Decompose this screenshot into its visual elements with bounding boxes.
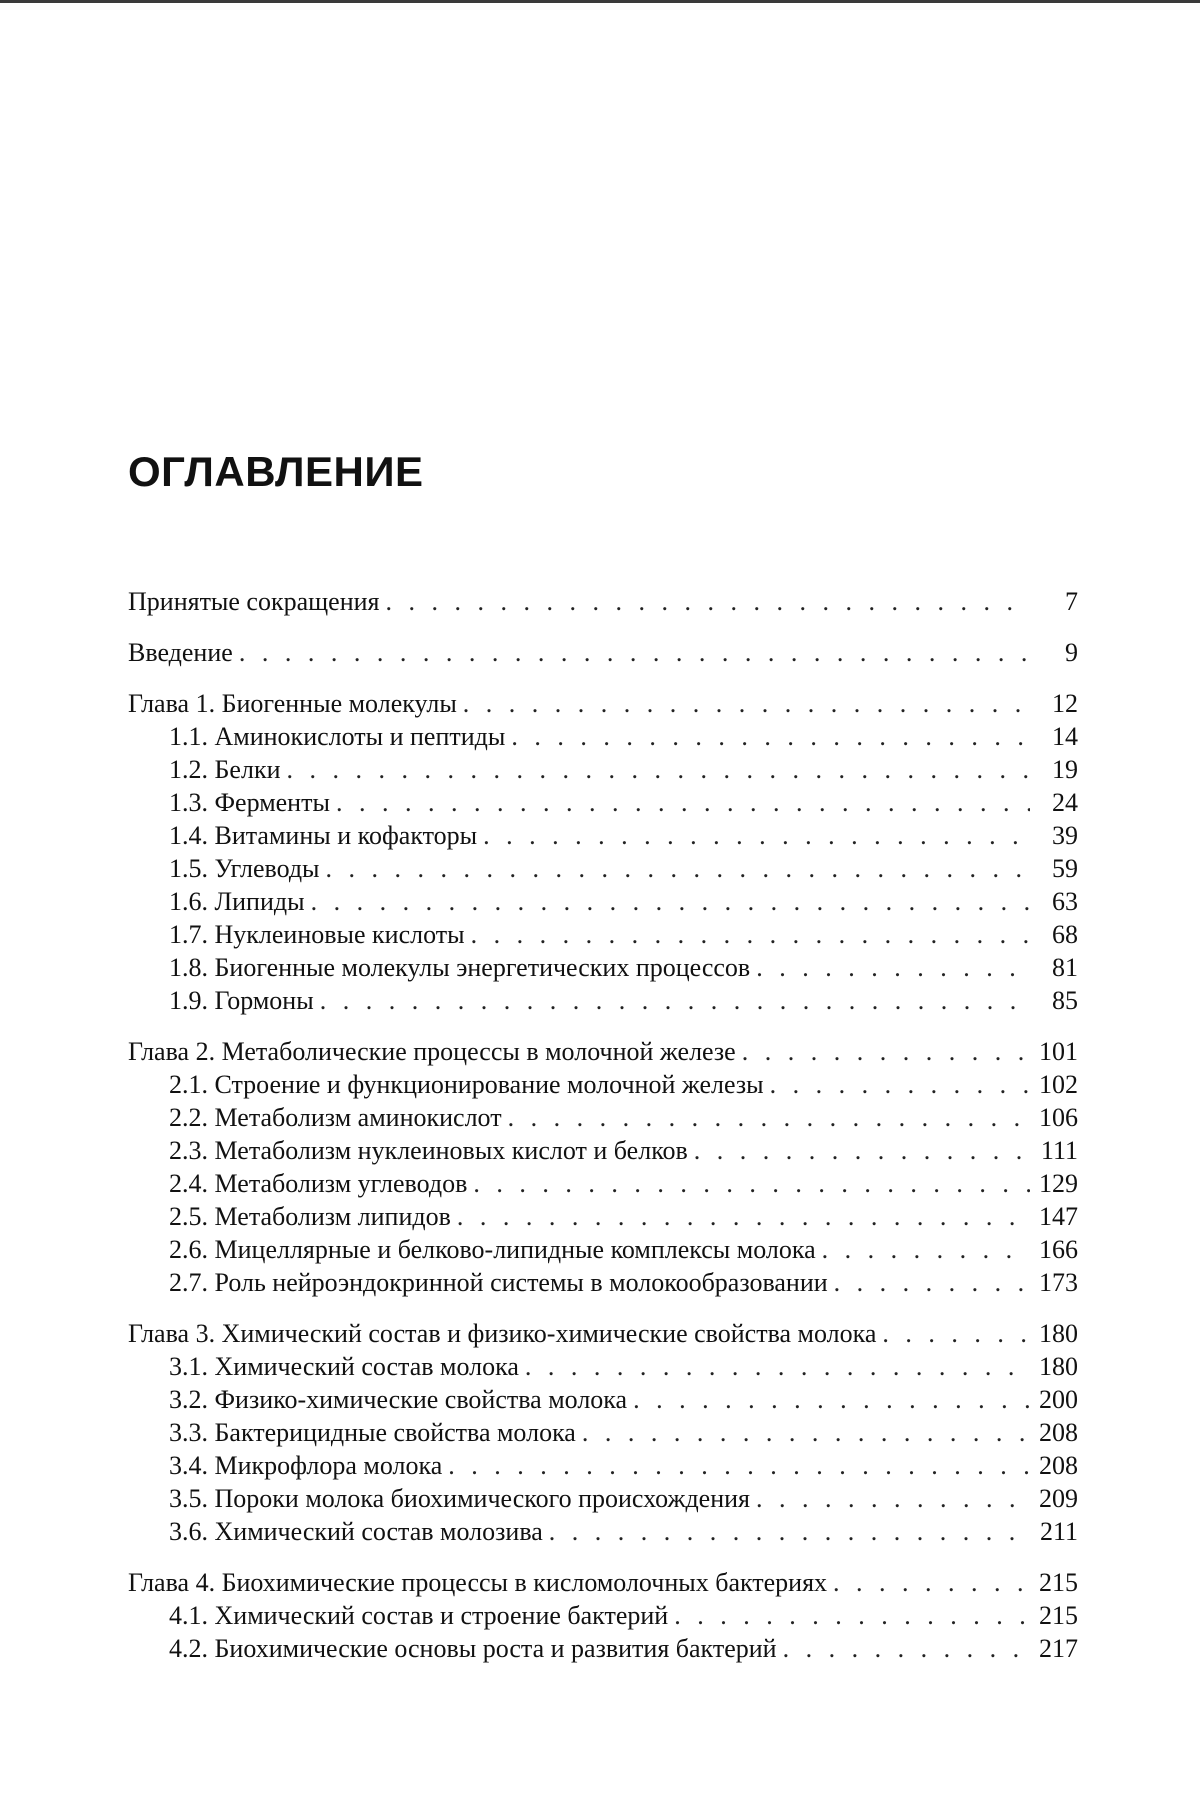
toc-chapter-entry[interactable] [128,585,1078,618]
toc-entry-label: Введение [128,638,233,667]
toc-section-entry[interactable] [128,918,1078,951]
toc-entry-page-number: 111 [1040,1136,1078,1165]
toc-entry-page-number: 63 [1052,887,1078,916]
toc-entry-page-number: 7 [1065,587,1078,616]
toc-section-entry[interactable] [128,819,1078,852]
dot-leader [549,1515,1030,1548]
toc-entry-label: 1.2. Белки [169,755,281,784]
dot-leader [311,885,1030,918]
toc-entry-page-number: 68 [1052,920,1078,949]
toc-entry-label: Глава 1. Биогенные молекулы [128,689,457,718]
toc-entry-page-number: 173 [1039,1268,1078,1297]
dot-leader [448,1449,1030,1482]
toc-entry-label: 1.4. Витамины и кофакторы [169,821,478,850]
toc-section-entry[interactable] [128,1449,1078,1482]
toc-section-entry[interactable] [128,1200,1078,1233]
toc-section-entry[interactable] [128,786,1078,819]
toc-section-entry[interactable] [128,1515,1078,1548]
table-of-contents [128,585,1078,1683]
toc-group [128,1566,1078,1665]
toc-entry-page-number: 147 [1039,1202,1078,1231]
toc-entry-page-number: 215 [1039,1601,1078,1630]
toc-entry-page-number: 39 [1052,821,1078,850]
toc-section-entry[interactable] [128,1482,1078,1515]
dot-leader [511,720,1030,753]
toc-entry-label: 2.4. Метаболизм углеводов [169,1169,468,1198]
toc-entry-page-number: 208 [1039,1418,1078,1447]
dot-leader [833,1566,1030,1599]
toc-section-entry[interactable] [128,1134,1078,1167]
toc-section-entry[interactable] [128,1632,1078,1665]
dot-leader [674,1599,1030,1632]
dot-leader [822,1233,1030,1266]
dot-leader [463,687,1030,720]
toc-chapter-entry[interactable] [128,636,1078,669]
toc-entry-page-number: 24 [1052,788,1078,817]
toc-entry-label: 2.5. Метаболизм липидов [169,1202,451,1231]
toc-entry-label: 3.6. Химический состав молозива [169,1517,543,1546]
toc-entry-page-number: 211 [1039,1517,1078,1546]
toc-chapter-entry[interactable] [128,1566,1078,1599]
toc-section-entry[interactable] [128,885,1078,918]
toc-entry-page-number: 59 [1052,854,1078,883]
toc-entry-page-number: 101 [1039,1037,1078,1066]
toc-entry-label: 1.3. Ферменты [169,788,330,817]
dot-leader [582,1416,1030,1449]
dot-leader [770,1068,1030,1101]
page-title: ОГЛАВЛЕНИЕ [128,448,424,495]
toc-group [128,636,1078,669]
toc-chapter-entry[interactable] [128,1035,1078,1068]
dot-leader [508,1101,1030,1134]
toc-entry-label: 1.9. Гормоны [169,986,314,1015]
toc-entry-label: 3.3. Бактерицидные свойства молока [169,1418,576,1447]
dot-leader [694,1134,1030,1167]
dot-leader [525,1350,1030,1383]
dot-leader [882,1317,1030,1350]
dot-leader [834,1266,1030,1299]
dot-leader [633,1383,1030,1416]
toc-entry-page-number: 166 [1039,1235,1078,1264]
dot-leader [783,1632,1030,1665]
toc-chapter-entry[interactable] [128,687,1078,720]
toc-group [128,1317,1078,1548]
toc-entry-label: 2.1. Строение и функционирование молочной железы [169,1070,764,1099]
toc-section-entry[interactable] [128,984,1078,1017]
dot-leader [336,786,1030,819]
toc-section-entry[interactable] [128,1599,1078,1632]
toc-entry-page-number: 180 [1039,1352,1078,1381]
dot-leader [756,951,1030,984]
toc-entry-label: 2.6. Мицеллярные и белково-липидные комплексы молока [169,1235,816,1264]
toc-entry-page-number: 208 [1039,1451,1078,1480]
toc-section-entry[interactable] [128,1233,1078,1266]
toc-entry-label: 3.1. Химический состав молока [169,1352,519,1381]
dot-leader [471,918,1030,951]
toc-entry-label: 3.4. Микрофлора молока [169,1451,443,1480]
toc-entry-page-number: 129 [1039,1169,1078,1198]
toc-section-entry[interactable] [128,1101,1078,1134]
toc-group [128,1035,1078,1299]
toc-entry-label: Глава 4. Биохимические процессы в кисломолочных бактериях [128,1568,828,1597]
dot-leader [457,1200,1030,1233]
toc-entry-page-number: 180 [1039,1319,1078,1348]
toc-entry-page-number: 209 [1039,1484,1078,1513]
toc-entry-page-number: 19 [1052,755,1078,784]
toc-section-entry[interactable] [128,1416,1078,1449]
toc-entry-label: Глава 2. Метаболические процессы в молочной железе [128,1037,736,1066]
toc-entry-label: Принятые сокращения [128,587,380,616]
toc-section-entry[interactable] [128,1266,1078,1299]
toc-section-entry[interactable] [128,753,1078,786]
toc-entry-page-number: 200 [1039,1385,1078,1414]
dot-leader [287,753,1031,786]
toc-section-entry[interactable] [128,1167,1078,1200]
toc-entry-label: 1.5. Углеводы [169,854,320,883]
toc-section-entry[interactable] [128,951,1078,984]
toc-section-entry[interactable] [128,1350,1078,1383]
toc-entry-label: 2.7. Роль нейроэндокринной системы в молокообразовании [169,1268,828,1297]
toc-entry-label: 3.2. Физико-химические свойства молока [169,1385,628,1414]
toc-entry-label: 2.2. Метаболизм аминокислот [169,1103,502,1132]
toc-entry-page-number: 14 [1052,722,1078,751]
toc-group [128,687,1078,1017]
toc-entry-label: 4.2. Биохимические основы роста и развития бактерий [169,1634,777,1663]
dot-leader [320,984,1030,1017]
dot-leader [473,1167,1030,1200]
toc-group [128,585,1078,618]
dot-leader [326,852,1030,885]
toc-chapter-entry[interactable] [128,1317,1078,1350]
toc-entry-page-number: 102 [1039,1070,1078,1099]
toc-entry-page-number: 85 [1052,986,1078,1015]
toc-section-entry[interactable] [128,1068,1078,1101]
toc-section-entry[interactable] [128,1383,1078,1416]
toc-entry-label: Глава 3. Химический состав и физико-химические свойства молока [128,1319,877,1348]
toc-section-entry[interactable] [128,720,1078,753]
toc-entry-page-number: 81 [1052,953,1078,982]
toc-entry-page-number: 215 [1039,1568,1078,1597]
toc-entry-label: 1.1. Аминокислоты и пептиды [169,722,506,751]
toc-section-entry[interactable] [128,852,1078,885]
dot-leader [742,1035,1030,1068]
dot-leader [756,1482,1030,1515]
toc-entry-page-number: 9 [1065,638,1078,667]
toc-entry-page-number: 217 [1039,1634,1078,1663]
toc-entry-page-number: 106 [1039,1103,1078,1132]
toc-entry-label: 3.5. Пороки молока биохимического происхождения [169,1484,751,1513]
dot-leader [239,636,1030,669]
toc-entry-label: 2.3. Метаболизм нуклеиновых кислот и белков [169,1136,688,1165]
toc-entry-label: 4.1. Химический состав и строение бактерий [169,1601,669,1630]
toc-entry-label: 1.6. Липиды [169,887,305,916]
top-rule [0,0,1200,3]
toc-entry-label: 1.7. Нуклеиновые кислоты [169,920,465,949]
toc-entry-page-number: 12 [1052,689,1078,718]
dot-leader [386,585,1031,618]
dot-leader [483,819,1030,852]
toc-entry-label: 1.8. Биогенные молекулы энергетических процессов [169,953,751,982]
